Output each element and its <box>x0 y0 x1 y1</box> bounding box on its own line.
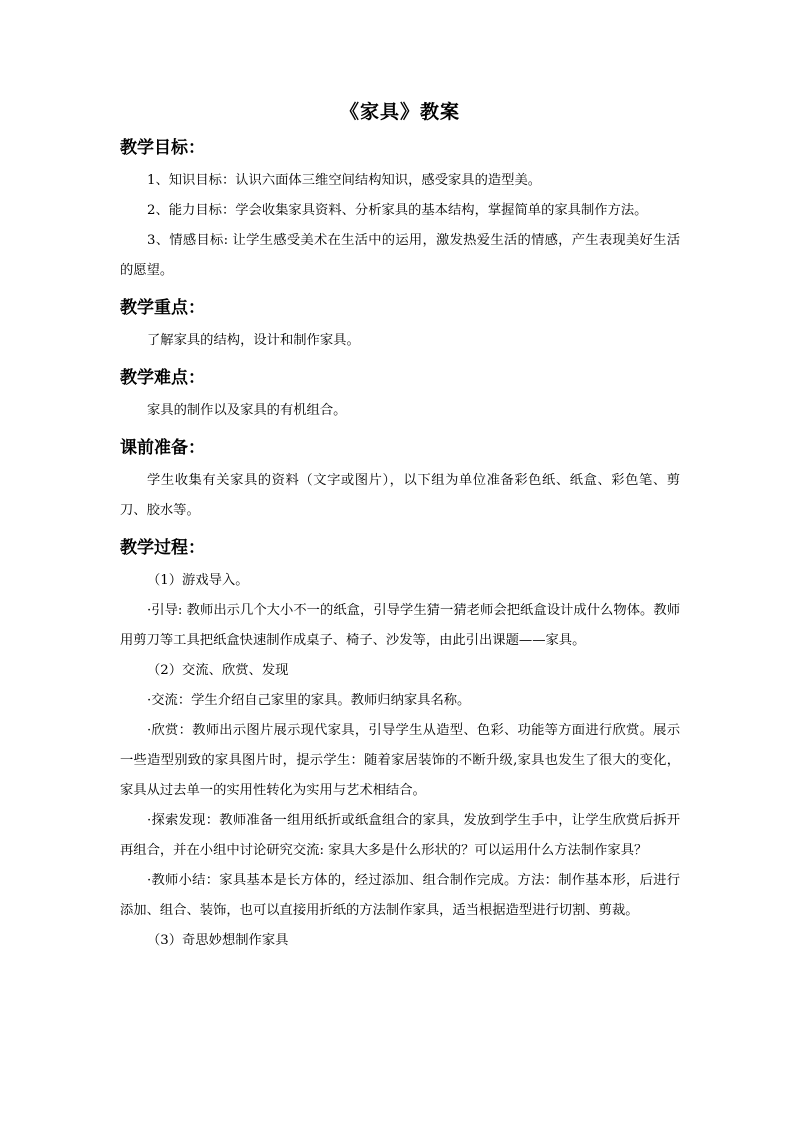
process-step2-appreciate: ·欣赏：教师出示图片展示现代家具，引导学生从造型、色彩、功能等方面进行欣赏。展示一些造型别致的家具图片时，提示学生：随着家居装饰的不断升级,家具也发生了很大的变化，家具从过去单一的实用性转化为实用与艺术相结合。 <box>120 723 680 798</box>
process-step2-summary: ·教师小结：家具基本是长方体的，经过添加、组合制作完成。方法：制作基本形，后进行添加、组合、装饰，也可以直接用折纸的方法制作家具，适当根据造型进行切割、剪裁。 <box>120 873 680 918</box>
process-heading: 教学过程： <box>120 538 205 558</box>
process-step2-title: （2）交流、欣赏、发现 <box>147 663 289 678</box>
process-step3-title: （3）奇思妙想制作家具 <box>147 933 289 948</box>
preparation-text: 学生收集有关家具的资料（文字或图片），以下组为单位准备彩色纸、纸盒、彩色笔、剪刀、胶水等。 <box>120 473 680 518</box>
process-step1-title: （1）游戏导入。 <box>147 573 249 588</box>
difficulties-heading: 教学难点： <box>120 368 205 388</box>
difficulties-text: 家具的制作以及家具的有机组合。 <box>147 403 347 418</box>
process-step2-explore: ·探索发现：教师准备一组用纸折或纸盒组合的家具，发放到学生手中，让学生欣赏后拆开再组合，并在小组中讨论研究交流: 家具大多是什么形状的？可以运用什么方法制作家具？ <box>120 813 680 858</box>
process-step1-text: ·引导: 教师出示几个大小不一的纸盒，引导学生猜一猜老师会把纸盒设计成什么物体。教师用剪刀等工具把纸盒快速制作成桌子、椅子、沙发等，由此引出课题——家具。 <box>120 603 680 648</box>
document-page <box>120 100 680 956</box>
objectives-heading: 教学目标： <box>120 138 205 158</box>
document-title: 《家具》教案 <box>339 101 460 123</box>
objective-emotion: 3、情感目标: 让学生感受美术在生活中的运用，激发热爱生活的情感，产生表现美好生活的愿望。 <box>120 233 680 278</box>
process-step2-exchange: ·交流：学生介绍自己家里的家具。教师归纳家具名称。 <box>147 693 471 708</box>
key-points-heading: 教学重点： <box>120 298 205 318</box>
objective-ability: 2、能力目标：学会收集家具资料、分析家具的基本结构，掌握简单的家具制作方法。 <box>147 203 648 218</box>
objective-knowledge: 1、知识目标：认识六面体三维空间结构知识，感受家具的造型美。 <box>147 173 542 188</box>
preparation-heading: 课前准备： <box>120 438 205 458</box>
key-points-text: 了解家具的结构，设计和制作家具。 <box>147 333 360 348</box>
